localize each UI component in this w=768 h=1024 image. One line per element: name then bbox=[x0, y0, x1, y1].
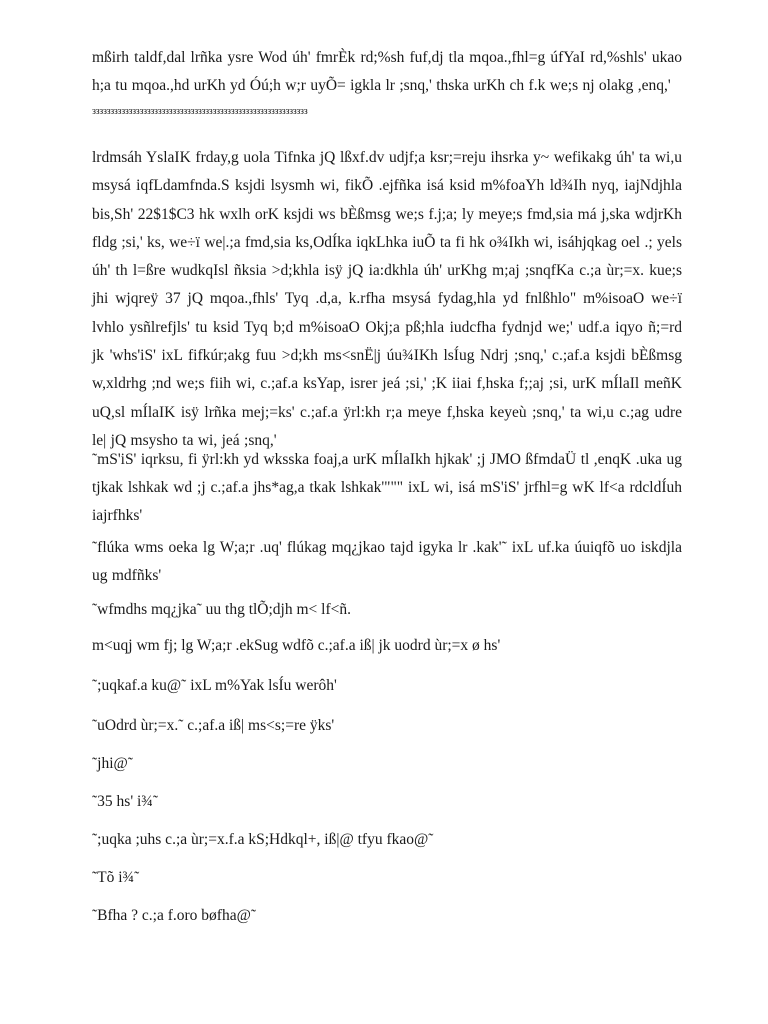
paragraph-instructions: ˜mS'iS' iqrksu, fi ÿrl:kh yd wksska foaj,a urK mÍlaIkh hjkak' ;j JMO ßfmdaÜ tl ,enqK .uka ug tjkak lshkak wd ;j c.;af.a jhs*ag,a tkak lshkak'""" ixL wi, isá mS'iS' jrfhl=g wK lf<a rdcldÍuh iajrfhks' bbox=[92, 451, 682, 524]
dialogue-line: ˜35 hs' i¾˜ bbox=[92, 793, 159, 810]
dialogue-line: ˜uOdrd ùr;=x.˜ c.;af.a iß| ms<s;=re ÿks' bbox=[92, 717, 335, 734]
paragraph-crime-scene: lrdmsáh YslaIK frday,g uola Tifnka jQ lßxf.dv udjf;a ksr;=reju ihsrka y~ wefikakg úh' ta wi,u msysá iqfLdamfnda.S ksjdi lsysmh wi, fikÕ .ejfñka isá ksid m%foaYh ld¾Ih nyq, iajNdjhla bis,Sh' 22$1$C3 hk wxlh orK ksjdi ws bÈßmsg we;s f.j;a; ly meye;s fmd,sia má j,ska wdjrKh fldg ;si,' ks, we÷ï we|.;a fmd,sia ks,OdÍka iqkLhka iuÕ ta fi hk o¾Ikh wi, isáhjqkag oel .; yels úh' th l=ßre wudkqIsl ñksia >d;khla isÿ jQ ia:dkhla úh' urKhg m;aj ;snqfKa c.;a ùr;=x. kue;s jhi wjqreÿ 37 jQ mqoa.,fhls' Tyq .d,a, k.rfha msysá fydag,hla yd fnlßhlo" m%isoaO we÷ï lvhlo ysñlrefjls' tu ksid Tyq b;d m%isoaO Okj;a pß;hla iudcfha fydnjd we;' udf.a iqyo ñ;=rd jk 'whs'iS' ixL fifkúr;akg fuu >d;kh ms<snË|j úu¾IKh lsÍug Ndrj ;snq,' c.;af.a ksjdi bÈßmsg w,xldrhg ;nd we;s fiih wi, c.;af.a ksYap, isrer jeá ;si,' ;K iiai f,hska f;;aj ;si, urK mÍlaIl meñK uQ,sl mÍlaIK isÿ lrñka mej;=ks' c.;af.a ÿrl:kh r;a meye f,hska keyeù ;snq,' ta wi,u c.;ag udre le| jQ msysho ta wi, jeá ;snq,' bbox=[92, 149, 682, 449]
dialogue-line: ˜Tõ i¾˜ bbox=[92, 869, 140, 886]
dialogue-line: m<uqj wm fj; lg W;a;r .ekSug wdfõ c.;af.a iß| jk uodrd ùr;=x ø hs' bbox=[92, 637, 501, 654]
dialogue-line: ˜wfmdhs mq¿jka˜ uu thg tlÕ;djh m< lf<ñ. bbox=[92, 601, 351, 618]
dialogue-line: ˜jhi@˜ bbox=[92, 755, 133, 772]
dialogue-line: ˜Bfha ? c.;a f.oro bøfha@˜ bbox=[92, 907, 257, 924]
dialogue-line: ˜;uqkaf.a ku@˜ ixL m%Yak lsÍu werôh' bbox=[92, 677, 337, 694]
dialogue-line: ˜;uqka ;uhs c.;a ùr;=x.f.a kS;Hdkql+, iß|@ tfyu fkao@˜ bbox=[92, 831, 434, 848]
paragraph-questioning: ˜flúka wms oeka lg W;a;r .uq' flúkag mq¿jkao tajd igyka lr .kak'˜ ixL uf.ka úuiqfõ uo iskdjla ug mdfñks' bbox=[92, 539, 682, 584]
paragraph-intro: mßirh taldf,dal lrñka ysre Wod úh' fmrÈk rd;%sh fuf,dj tla mqoa.,fhl=g úfYaI rd,%shls' ukao h;a tu mqoa.,hd urKh yd Óú;h w;r uyÕ= igkla lr ;snq,' thska urKh ch f.k we;s nj olakg ,enq,' bbox=[92, 49, 682, 94]
section-separator: ᴈᴈᴈᴈᴈᴈᴈᴈᴈᴈᴈᴈᴈᴈᴈᴈᴈᴈᴈᴈᴈᴈᴈᴈᴈᴈᴈᴈᴈᴈᴈᴈᴈᴈᴈᴈᴈᴈᴈᴈᴈᴈᴈᴈᴈᴈᴈᴈᴈᴈᴈᴈᴈᴈᴈᴈᴈᴈᴈ bbox=[92, 106, 308, 117]
